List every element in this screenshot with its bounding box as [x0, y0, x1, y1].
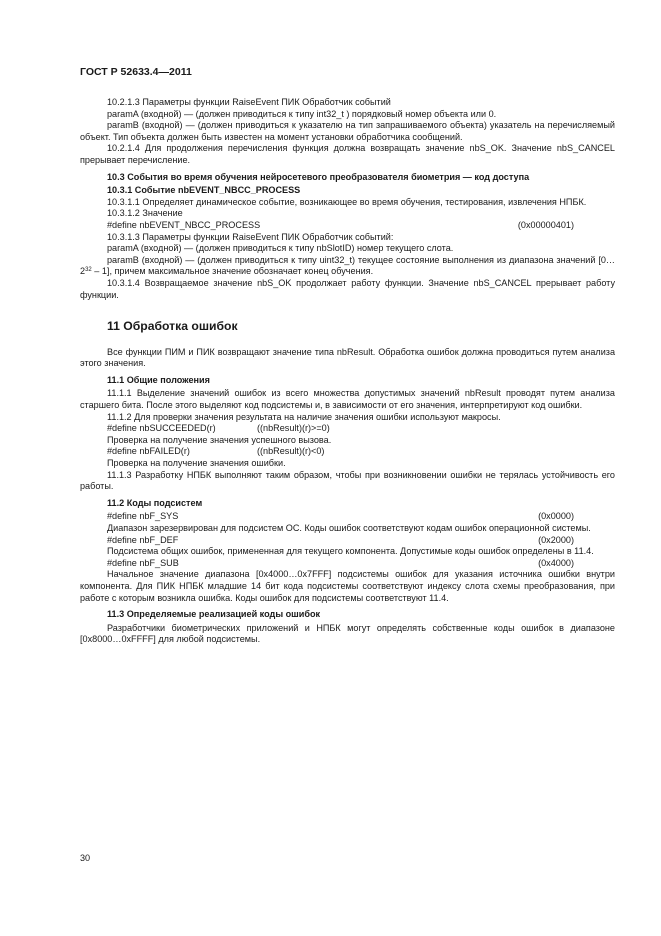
- subsection-heading: 10.3.1 Событие nbEVENT_NBCC_PROCESS: [107, 185, 301, 196]
- define-row: #define nbF_SYS (0x0000): [107, 511, 574, 522]
- paragraph: Все функции ПИМ и ПИК возвращают значение типа nbResult. Обработка ошибок должна проводиться путем анализа этого значения.: [80, 346, 615, 369]
- paragraph: paramA (входной) — (должен приводиться к типу nbSlotID) номер текущего слота.: [107, 243, 454, 254]
- paragraph: 10.3.1.1 Определяет динамическое событие, возникающее во время обучения, тестирования, извлечения НПБК.: [107, 196, 587, 207]
- paragraph: 11.1.1 Выделение значений ошибок из всего множества допустимых значений nbResult проводят путем анализа старшего бита. После этого выделяют код подсистемы и, в зависимости от его значения, интерпретируют код ошибки.: [80, 388, 615, 411]
- define-row: [80, 220, 615, 232]
- paragraph: 10.3.1.3 Параметры функции RaiseEvent ПИК Обработчик событий:: [107, 231, 394, 242]
- document-header: ГОСТ Р 52633.4—2011: [80, 66, 192, 78]
- paragraph: 11.1.3 Разработку НПБК выполняют таким образом, чтобы при возникновении ошибки не терялась устойчивость его работы.: [80, 469, 615, 492]
- paragraph: Диапазон зарезервирован для подсистем ОС. Коды ошибок соответствуют кодам ошибок операционной системы.: [107, 523, 591, 533]
- section-heading: 10.3 События во время обучения нейросетевого преобразователя биометрия — код доступа: [107, 171, 530, 182]
- section-heading: 11.3 Определяемые реализацией коды ошибок: [107, 609, 321, 620]
- define-row: #define nbF_DEF (0x2000): [107, 534, 574, 545]
- define-name: #define nbEVENT_NBCC_PROCESS: [107, 219, 261, 230]
- paragraph: 10.3.1.2 Значение: [107, 208, 183, 219]
- paragraph: 10.2.1.4 Для продолжения перечисления функция должна возвращать значение nbS_OK. Значение nbS_CANCEL прерывает перечисление.: [80, 143, 615, 165]
- macro-row: #define nbSUCCEEDED(r) ((nbResult)(r)>=0): [107, 423, 330, 434]
- paragraph: Подсистема общих ошибок, примененная для текущего компонента. Допустимые коды ошибок определены в 11.4.: [107, 546, 594, 557]
- paragraph: paramA (входной) — (должен приводиться к типу int32_t ) порядковый номер объекта или 0.: [107, 108, 497, 119]
- paragraph: Проверка на получение значения успешного вызова.: [107, 434, 332, 445]
- page-number: 30: [80, 853, 91, 863]
- paragraph: 10.3.1.4 Возвращаемое значение nbS_OK продолжает работу функции. Значение nbS_CANCEL прерывает работу функции.: [80, 277, 615, 300]
- paragraph: paramB (входной) — (должен приводиться к типу uint32_t) текущее состояние выполнения из диапазона значений $[0\dots 2^{32} - 1]$, причем максимальное значение обозначает конец обучения.: [80, 254, 615, 277]
- paragraph: 11.1.2 Для проверки значения результата на наличие значения ошибки используют макросы.: [107, 411, 501, 422]
- paragraph: 10.2.1.3 Параметры функции RaiseEvent ПИК Обработчик событий: [107, 97, 391, 107]
- document-body: [80, 97, 615, 646]
- section-heading: 11.1 Общие положения: [107, 374, 210, 385]
- define-row: #define nbF_SUB (0x4000): [107, 557, 574, 568]
- chapter-heading: 11 Обработка ошибок: [107, 319, 238, 334]
- define-value: (0x00000401): [517, 219, 574, 230]
- macro-row: #define nbFAILED(r) ((nbResult)(r)<0): [107, 446, 325, 457]
- paragraph: Разработчики биометрических приложений и НПБК могут определять собственные коды ошибок в диапазоне [0x8000…0xFFFF] для любой подсистемы.: [80, 622, 615, 645]
- paragraph: paramB (входной) — (должен приводиться к указателю на тип запрашиваемого объекта) указатель на перечисляемый объект. Тип объекта должен быть известен на момент установки обработчика сообщений.: [80, 120, 615, 142]
- paragraph: Начальное значение диапазона [0x4000…0x7FFF] подсистемы ошибок для указания источника ошибки внутри компонента. Для ПИК НПБК младшие 14 бит кода подсистемы соответствуют индексу слота схемы преобразования, при работе с которым возникла ошибка. Коды ошибок для подсистемы соответствуют 11.4.: [80, 569, 615, 603]
- paragraph: Проверка на получение значения ошибки.: [107, 458, 286, 469]
- section-heading: 11.2 Коды подсистем: [107, 497, 203, 508]
